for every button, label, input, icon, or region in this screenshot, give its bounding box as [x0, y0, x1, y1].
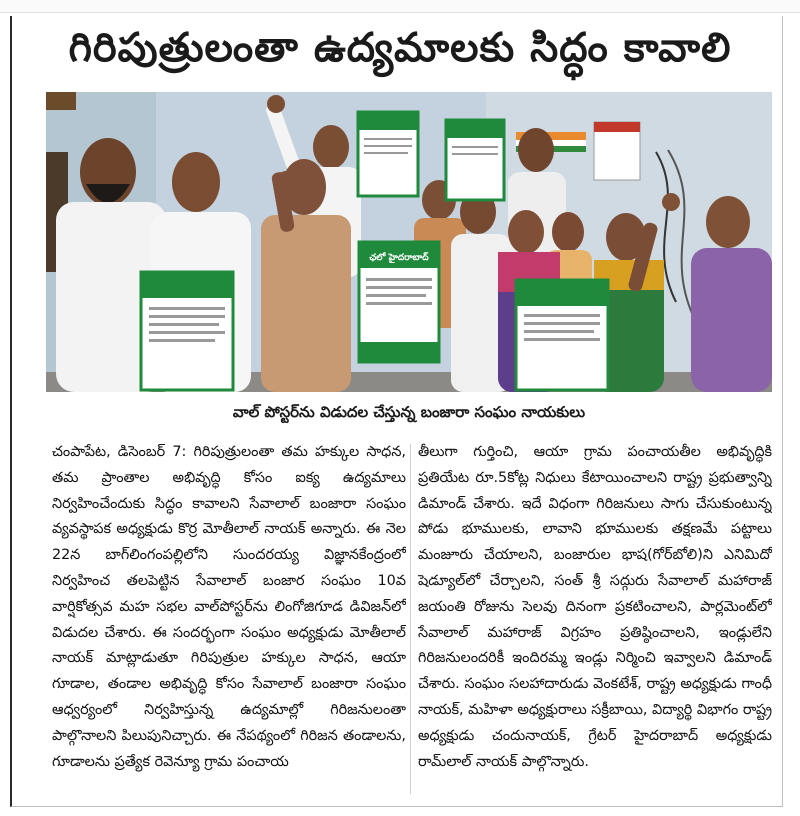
wall-poster-3 — [446, 120, 504, 200]
group-photo-illustration — [46, 92, 772, 392]
poster-heading: ఛలో హైదరాబాద్ — [369, 253, 429, 263]
wall-poster-1 — [141, 272, 233, 390]
column-divider — [410, 444, 411, 794]
wall-poster-2 — [358, 112, 418, 196]
wall-poster-5 — [516, 280, 608, 390]
article-headline: గిరిపుత్రులంతా ఉద్యమాలకు సిద్ధం కావాలి — [68, 25, 732, 71]
photo-caption: వాల్ పోస్టర్‌ను విడుదల చేస్తున్న బంజారా సంఘం నాయకులు — [232, 403, 586, 421]
article-body-right-column: తీలుగా గుర్తించి, ఆయా గ్రామ పంచాయతీల అభివృద్ధికి ప్రతియేట రూ.5కోట్ల నిధులు కేటాయించాలని రాష్ట్ర ప్రభుత్వాన్ని డిమాండ్ చేశారు. ఇదే విధంగా గిరిజనులు సాగు చేసుకుంటున్న పోడు భూములకు, లావాని భూములకు తక్షణమే పట్టాలు మంజూరు చేయాలని, బంజారుల భాష(గోర్‌బోలి)ని ఎనిమిదో షెడ్యూల్‌లో చేర్చాలని, సంత్ శ్రీ సద్గురు సేవాలాల్ మహారాజ్ జయంతి రోజును సెలవు దినంగా ప్రకటించాలని, పార్లమెంట్‌లో సేవాలాల్ మహారాజ్ విగ్రహం ప్రతిష్ఠించాలని, ఇండ్లులేని గిరిజనులందరికీ ఇందిరమ్మ ఇండ్లు నిర్మించి ఇవ్వాలని డిమాండ్ చేశారు. సంఘం సలహాదారుడు వెంకటేశ్, రాష్ట్ర అధ్యక్షుడు గాంధీ నాయక్, మహిళా అధ్యక్షురాలు సక్రీబాయి, విద్యార్థి విభాగం రాష్ట్ర అధ్యక్షుడు చందునాయక్, గ్రేటర్ హైదరాబాద్ అధ్యక్షుడు రామ్‌లాల్ నాయక్ పాల్గొన్నారు. — [418, 444, 772, 770]
wall-poster-4 — [359, 242, 439, 362]
previous-article-strip — [0, 0, 800, 13]
news-photo — [46, 92, 772, 392]
article-body-left-column: చంపాపేట, డిసెంబర్ 7: గిరిపుత్రులంతా తమ హక్కుల సాధన, తమ ప్రాంతాల అభివృద్ధి కోసం ఐక్య ఉద్యమాలు నిర్వహించేందుకు సిద్ధం కావాలని సేవాలాల్ బంజారా సంఘం వ్యవస్థాపక అధ్యక్షుడు కొర్ర మోతీలాల్ నాయక్ అన్నారు. ఈ నెల 22న బాగ్‌లింగంపల్లిలోని సుందరయ్య విజ్ఞానకేంద్రంలో నిర్వహించ తలపెట్టిన సేవాలాల్ బంజార సంఘం 10వ వార్షికోత్సవ మహ సభల వాల్‌పోస్టర్‌ను లింగోజిగూడ డివిజన్‌లో విడుదల చేశారు. ఈ సందర్భంగా సంఘం అధ్యక్షుడు మోతీలాల్ నాయక్ మాట్లాడుతూ గిరిపుత్రుల హక్కుల సాధన, ఆయా గూడాల, తండాల అభివృద్ధి కోసం సేవాలాల్ బంజారా సంఘం ఆధ్వర్యంలో నిర్వహిస్తున్న ఉద్యమాల్లో గిరిజనులంతా పాల్గొనాలని పిలుపునిచ్చారు. ఈ నేపథ్యంలో గిరిజన తండాలను, గూడాలను ప్రత్యేక రెవెన్యూ గ్రామ పంచాయ — [52, 444, 406, 770]
